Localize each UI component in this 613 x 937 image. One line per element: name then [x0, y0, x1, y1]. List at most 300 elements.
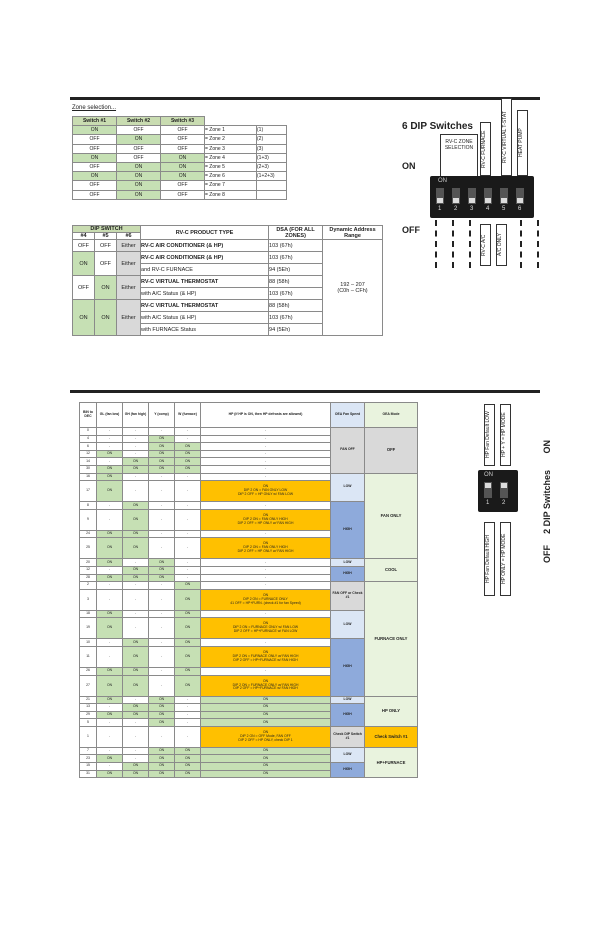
mode-input-cell: -: [149, 473, 175, 481]
mode-input-cell: 7: [80, 747, 97, 755]
mode-input-cell: -: [149, 667, 175, 675]
product-type-header: RV-C PRODUCT TYPE: [141, 226, 269, 240]
mode-input-cell: ON: [149, 719, 175, 727]
zone-switch-cell: OFF: [73, 135, 117, 144]
mode-input-cell: 0: [80, 428, 97, 436]
section2-divider: [70, 390, 540, 393]
mode-cell: Check Switch #1: [365, 726, 418, 747]
hp-cell: -: [201, 473, 331, 481]
zone-row: [73, 126, 287, 135]
zone-switch-cell: OFF: [161, 144, 205, 153]
mode-input-cell: ON: [149, 465, 175, 473]
zone-name-cell: = Zone 6: [205, 172, 257, 181]
zone-switch-cell: OFF: [73, 190, 117, 199]
mode-input-cell: 20: [80, 559, 97, 567]
six-dip-on-label: ON: [402, 161, 416, 171]
mode-input-cell: ON: [149, 763, 175, 771]
product-line-cell: with A/C Status (& HP): [141, 288, 269, 300]
hp-cell-line: ON: [262, 650, 269, 655]
two-dip-off-label: OFF: [542, 545, 552, 563]
dip-s4-cell: OFF: [73, 276, 95, 300]
zone-selection-label: RV-C ZONE SELECTION: [440, 134, 478, 180]
zone-switch-cell: OFF: [117, 153, 161, 162]
zone-combo-cell: [257, 181, 287, 190]
hp-cell-line: DIP 2 OFF = HP ONLY, check DIP 1: [238, 737, 293, 742]
zone-name-cell: = Zone 5: [205, 162, 257, 171]
two-dip-switch-block: [478, 470, 518, 512]
mode-input-cell: -: [123, 435, 149, 443]
hp-cell: [201, 726, 331, 747]
mode-input-cell: ON: [97, 538, 123, 559]
dip-switch-knob: [437, 198, 443, 203]
zone-row: [73, 190, 287, 199]
hp-cell-line: DIP 2 OFF = HP ONLY w/ FAN HIGH: [237, 520, 294, 525]
zone-switch-cell: ON: [161, 172, 205, 181]
fan-speed-cell: LOW: [331, 610, 365, 639]
mode-input-cell: -: [123, 582, 149, 590]
mode-input-cell: 24: [80, 530, 97, 538]
hp-cell: [201, 481, 331, 502]
dip-s4-cell: ON: [73, 300, 95, 336]
mode-input-cell: ON: [123, 530, 149, 538]
hp-cell: -: [201, 667, 331, 675]
virtual-tstat-label: RV-C VIRTUAL T-STAT: [501, 98, 512, 176]
mode-input-cell: ON: [123, 704, 149, 712]
mode-input-cell: 9: [80, 509, 97, 530]
mode-input-cell: ON: [123, 465, 149, 473]
zone-switch-cell: ON: [117, 135, 161, 144]
switch5-header: #5: [95, 233, 117, 240]
zone-switch-cell: ON: [73, 126, 117, 135]
dip-s5-cell: ON: [95, 300, 117, 336]
mode-input-cell: 29: [80, 711, 97, 719]
dip-dash-4: [520, 220, 522, 268]
mode-table-header: [80, 403, 418, 428]
two-dip-chip-text: ON: [484, 472, 493, 478]
mode-input-cell: ON: [175, 667, 201, 675]
mode-input-cell: 26: [80, 667, 97, 675]
mode-row: [80, 726, 418, 747]
zone-switch-cell: OFF: [161, 135, 205, 144]
switch4-header: #4: [73, 233, 95, 240]
dip-switch-knob: [485, 483, 491, 488]
hp-cell-line: ON: [262, 730, 269, 735]
mode-input-cell: ON: [97, 770, 123, 778]
mode-input-cell: -: [175, 711, 201, 719]
hp-cell-line: DIP 2 ON = FURNACE ONLY w/ FAN LOW: [232, 625, 299, 630]
mode-header-cell: OEA Fan Speed: [331, 403, 365, 428]
mode-header-cell: HP (if HP is ON, then HP defrosts are allowed): [201, 403, 331, 428]
mode-input-cell: -: [123, 747, 149, 755]
dip-s4-cell: OFF: [73, 240, 95, 252]
zone-combo-cell: (1): [257, 126, 287, 135]
mode-input-cell: 19: [80, 618, 97, 639]
mode-input-cell: ON: [97, 559, 123, 567]
dip-switch-knob: [485, 198, 491, 203]
mode-input-cell: ON: [149, 574, 175, 582]
hp-cell: ON: [201, 704, 331, 712]
mode-input-cell: -: [97, 509, 123, 530]
hp-cell: [201, 538, 331, 559]
fan-speed-cell: LOW: [331, 559, 365, 567]
hp-cell: -: [201, 559, 331, 567]
mode-input-cell: ON: [97, 618, 123, 639]
hp-cell: [201, 618, 331, 639]
furnace-label: RV-C FURNACE: [480, 122, 491, 176]
hp-cell: ON: [201, 711, 331, 719]
mode-input-cell: ON: [97, 696, 123, 704]
dip-switch-1: [484, 482, 492, 498]
mode-input-cell: -: [149, 582, 175, 590]
dip-switch-knob: [501, 483, 507, 488]
zone-table-body: [73, 126, 287, 200]
zone-name-cell: = Zone 2: [205, 135, 257, 144]
hp-cell-line: DIP 2 OFF = HP+FURNACE w/ FAN HIGH: [233, 657, 298, 662]
mode-input-cell: ON: [123, 458, 149, 466]
zone-row: [73, 181, 287, 190]
mode-input-cell: ON: [175, 755, 201, 763]
mode-input-cell: 10: [80, 639, 97, 647]
zone-name-cell: = Zone 8: [205, 190, 257, 199]
zone-switch-cell: ON: [73, 172, 117, 181]
zone-caption: Zone selection...: [72, 105, 117, 111]
mode-row: [80, 473, 418, 481]
hp-cell-line: ON: [262, 592, 269, 597]
mode-input-cell: ON: [175, 465, 201, 473]
mode-input-cell: -: [175, 538, 201, 559]
zone-switch-cell: OFF: [161, 181, 205, 190]
mode-input-cell: -: [123, 618, 149, 639]
mode-header-cell: Y (comp): [149, 403, 175, 428]
fan-speed-cell: LOW: [331, 473, 365, 502]
dip-switch-header: DIP SWITCH: [73, 226, 141, 233]
mode-input-cell: 21: [80, 696, 97, 704]
mode-cell: OFF: [365, 428, 418, 474]
mode-input-cell: -: [175, 696, 201, 704]
dip-s6-cell: Either: [117, 240, 141, 252]
mode-input-cell: 5: [80, 719, 97, 727]
hp-cell: [201, 675, 331, 696]
zone-name-cell: = Zone 1: [205, 126, 257, 135]
hp-cell-line: DIP 2 ON = FURNACE ONLY w/ FAN HIGH: [232, 682, 299, 687]
mode-input-cell: -: [149, 428, 175, 436]
heat-pump-label: HEAT PUMP: [517, 110, 528, 176]
mode-input-cell: -: [149, 481, 175, 502]
product-line-cell: with FURNACE Status: [141, 324, 269, 336]
zone-switch-cell: OFF: [73, 181, 117, 190]
mode-input-cell: -: [97, 582, 123, 590]
mode-input-cell: -: [97, 428, 123, 436]
mode-input-cell: -: [97, 435, 123, 443]
product-line-cell: RV-C AIR CONDITIONER (& HP): [141, 240, 269, 252]
mode-input-cell: -: [123, 443, 149, 451]
mode-input-cell: ON: [175, 582, 201, 590]
zone-combo-cell: (3): [257, 144, 287, 153]
mode-input-cell: -: [123, 726, 149, 747]
mode-input-cell: ON: [175, 589, 201, 610]
product-type-row: [73, 240, 383, 252]
mode-input-cell: ON: [149, 443, 175, 451]
mode-input-cell: ON: [123, 646, 149, 667]
zone-switch-cell: ON: [161, 153, 205, 162]
fan-default-low-label: HP Fan Default LOW: [484, 404, 495, 466]
mode-input-cell: -: [97, 704, 123, 712]
mode-input-cell: -: [149, 509, 175, 530]
zone-combo-cell: [257, 190, 287, 199]
zone-switch-cell: ON: [117, 172, 161, 181]
product-line-cell: RV-C VIRTUAL THERMOSTAT: [141, 300, 269, 312]
mode-input-cell: ON: [175, 618, 201, 639]
hp-cell-line: 41 OFF = HP+FURN. (check #1 for fan Speed): [230, 600, 301, 605]
mode-input-cell: ON: [175, 458, 201, 466]
mode-input-cell: ON: [149, 704, 175, 712]
mode-input-cell: 14: [80, 458, 97, 466]
hp-cell-line: ON: [262, 512, 269, 517]
dsa-cell: 103 (67h): [269, 312, 323, 324]
dynamic-range-header: Dynamic Address Range: [323, 226, 383, 240]
mode-input-cell: 11: [80, 646, 97, 667]
mode-input-cell: ON: [123, 711, 149, 719]
mode-input-cell: 30: [80, 465, 97, 473]
fan-speed-cell: FAN OFF or Check #1: [331, 582, 365, 611]
mode-input-cell: -: [97, 458, 123, 466]
mode-input-cell: ON: [175, 747, 201, 755]
mode-input-cell: -: [123, 610, 149, 618]
mode-input-cell: ON: [175, 450, 201, 458]
fan-default-high-label: HP Fan Default HIGH: [484, 522, 495, 596]
product-line-cell: RV-C AIR CONDITIONER (& HP): [141, 252, 269, 264]
dsa-cell: 103 (67h): [269, 252, 323, 264]
zone-switch-cell: OFF: [161, 190, 205, 199]
mode-input-cell: -: [175, 435, 201, 443]
dsa-cell: 88 (58h): [269, 276, 323, 288]
ac-only-label: A/C ONLY: [496, 224, 507, 266]
hp-cell-line: DIP 2 OFF = HP+FURNACE w/ FAN HIGH: [233, 686, 298, 691]
mode-input-cell: -: [97, 502, 123, 510]
mode-input-cell: -: [149, 639, 175, 647]
dip-s5-cell: OFF: [95, 240, 117, 252]
hp-cell: [201, 646, 331, 667]
hp-y-mode-label: HP + Y = HP MODE: [500, 404, 511, 466]
zone-name-cell: = Zone 4: [205, 153, 257, 162]
mode-header-cell: W (furnace): [175, 403, 201, 428]
mode-input-cell: ON: [149, 696, 175, 704]
hp-cell-line: DIP 2 ON = OFF Mode, FAN OFF: [240, 733, 291, 738]
fan-speed-cell: HIGH: [331, 763, 365, 778]
hp-cell: ON: [201, 747, 331, 755]
mode-input-cell: 28: [80, 574, 97, 582]
dip-switch-number: 1: [438, 206, 442, 212]
six-dip-chip-text: ON: [438, 178, 447, 184]
mode-input-cell: -: [175, 726, 201, 747]
dsa-cell: 94 (5Eh): [269, 264, 323, 276]
mode-input-cell: -: [123, 589, 149, 610]
zone-name-cell: = Zone 7: [205, 181, 257, 190]
zone-row: [73, 172, 287, 181]
hp-cell-line: ON: [262, 541, 269, 546]
mode-header-cell: OEA Mode: [365, 403, 418, 428]
mode-input-cell: 15: [80, 763, 97, 771]
mode-input-cell: 1: [80, 726, 97, 747]
mode-input-cell: ON: [149, 711, 175, 719]
mode-table: [79, 402, 418, 778]
mode-input-cell: ON: [97, 675, 123, 696]
mode-header-cell: GL (fan low): [97, 403, 123, 428]
fan-speed-cell: HIGH: [331, 704, 365, 727]
hp-only-mode-label: HP ONLY = HP MODE: [500, 522, 511, 596]
dip-switch-number: 2: [454, 206, 458, 212]
mode-input-cell: -: [149, 538, 175, 559]
mode-input-cell: -: [149, 530, 175, 538]
hp-cell: ON: [201, 696, 331, 704]
zone-switch-cell: OFF: [117, 126, 161, 135]
zone-switch-cell: ON: [117, 181, 161, 190]
mode-input-cell: 16: [80, 473, 97, 481]
hp-cell: -: [201, 458, 331, 466]
hp-cell: ON: [201, 770, 331, 778]
mode-input-cell: ON: [123, 763, 149, 771]
mode-input-cell: -: [175, 481, 201, 502]
fan-speed-cell: LOW: [331, 747, 365, 762]
hp-cell: -: [201, 450, 331, 458]
hp-cell-line: ON: [262, 484, 269, 489]
mode-input-cell: -: [97, 726, 123, 747]
dynamic-range-dec: 192 – 207: [340, 281, 365, 288]
dsa-cell: 94 (5Eh): [269, 324, 323, 336]
zone-switch-cell: OFF: [117, 144, 161, 153]
mode-input-cell: -: [97, 566, 123, 574]
mode-input-cell: ON: [97, 667, 123, 675]
dip-s6-cell: Either: [117, 252, 141, 276]
hp-cell-line: DIP 2 ON = FAN ONLY HIGH: [243, 545, 288, 550]
dsa-cell: 103 (67h): [269, 240, 323, 252]
fan-speed-cell: HIGH: [331, 502, 365, 559]
dsa-cell: 88 (58h): [269, 300, 323, 312]
hp-cell: -: [201, 443, 331, 451]
dip-switch-4: [484, 188, 492, 204]
hp-cell: -: [201, 639, 331, 647]
switch2-header: Switch #2: [117, 117, 161, 126]
mode-input-cell: -: [175, 574, 201, 582]
hp-cell-line: DIP 2 ON = FURNACE ONLY w/ FAN HIGH: [232, 653, 299, 658]
mode-row: [80, 747, 418, 755]
switch6-header: #6: [117, 233, 141, 240]
mode-input-cell: -: [97, 639, 123, 647]
ac-label: RV-C A/C: [480, 224, 491, 266]
mode-cell: COOL: [365, 559, 418, 582]
dip-switch-number: 2: [502, 500, 506, 506]
dsa-cell: 103 (67h): [269, 288, 323, 300]
zone-switch-cell: OFF: [161, 126, 205, 135]
mode-input-cell: ON: [97, 530, 123, 538]
mode-input-cell: -: [123, 559, 149, 567]
mode-row: [80, 696, 418, 704]
mode-input-cell: -: [123, 428, 149, 436]
mode-input-cell: 27: [80, 675, 97, 696]
zone-switch-cell: OFF: [73, 162, 117, 171]
dip-switch-number: 6: [518, 206, 522, 212]
zone-name-cell: = Zone 3: [205, 144, 257, 153]
mode-input-cell: ON: [149, 770, 175, 778]
mode-input-cell: 13: [80, 704, 97, 712]
mode-input-cell: ON: [149, 747, 175, 755]
dip-s6-cell: Either: [117, 300, 141, 336]
hp-cell: -: [201, 582, 331, 590]
mode-input-cell: ON: [97, 481, 123, 502]
mode-input-cell: 3: [80, 589, 97, 610]
zone-row: [73, 153, 287, 162]
mode-input-cell: ON: [97, 473, 123, 481]
hp-cell: ON: [201, 755, 331, 763]
hp-cell: -: [201, 428, 331, 436]
mode-input-cell: -: [175, 566, 201, 574]
mode-input-cell: -: [97, 763, 123, 771]
product-type-table: [72, 225, 383, 336]
zone-combo-cell: (1+3): [257, 153, 287, 162]
fan-speed-cell: Check DIP Switch #1: [331, 726, 365, 747]
hp-cell: -: [201, 610, 331, 618]
mode-input-cell: ON: [175, 763, 201, 771]
hp-cell: -: [201, 502, 331, 510]
dip-switch-knob: [469, 198, 475, 203]
two-dip-on-label: ON: [542, 440, 552, 454]
dip-switch-number: 1: [486, 500, 490, 506]
dip-dash-2: [452, 220, 454, 268]
dip-switch-2: [500, 482, 508, 498]
product-type-body: [73, 240, 383, 336]
mode-input-cell: -: [175, 428, 201, 436]
mode-input-cell: -: [149, 618, 175, 639]
hp-cell: -: [201, 465, 331, 473]
hp-cell-line: DIP 2 ON = FAN ONLY LOW: [243, 488, 288, 493]
product-line-cell: with A/C Status (& HP): [141, 312, 269, 324]
mode-input-cell: -: [149, 502, 175, 510]
hp-cell: ON: [201, 719, 331, 727]
mode-input-cell: -: [175, 530, 201, 538]
zone-row: [73, 135, 287, 144]
mode-input-cell: -: [149, 675, 175, 696]
mode-input-cell: 23: [80, 755, 97, 763]
mode-input-cell: 31: [80, 770, 97, 778]
hp-cell: -: [201, 530, 331, 538]
mode-input-cell: -: [175, 502, 201, 510]
dip-switch-5: [500, 188, 508, 204]
dynamic-range-hex: (C0h – CFh): [337, 287, 368, 294]
switch3-header: Switch #3: [161, 117, 205, 126]
mode-input-cell: 2: [80, 582, 97, 590]
mode-cell: HP ONLY: [365, 696, 418, 726]
mode-input-cell: ON: [97, 450, 123, 458]
hp-cell: -: [201, 435, 331, 443]
mode-input-cell: -: [123, 696, 149, 704]
mode-input-cell: ON: [123, 675, 149, 696]
zone-switch-cell: ON: [117, 190, 161, 199]
dsa-header: DSA (FOR ALL ZONES): [269, 226, 323, 240]
dip-s5-cell: OFF: [95, 252, 117, 276]
dip-s6-cell: Either: [117, 276, 141, 300]
mode-input-cell: -: [123, 473, 149, 481]
dip-switch-knob: [501, 198, 507, 203]
mode-input-cell: -: [97, 443, 123, 451]
mode-input-cell: ON: [149, 566, 175, 574]
dip-switch-knob: [453, 198, 459, 203]
mode-row: [80, 559, 418, 567]
mode-input-cell: ON: [123, 538, 149, 559]
zone-combo-cell: (2+3): [257, 162, 287, 171]
mode-input-cell: 4: [80, 435, 97, 443]
zone-switch-cell: OFF: [73, 144, 117, 153]
dip-dash-1: [435, 220, 437, 268]
